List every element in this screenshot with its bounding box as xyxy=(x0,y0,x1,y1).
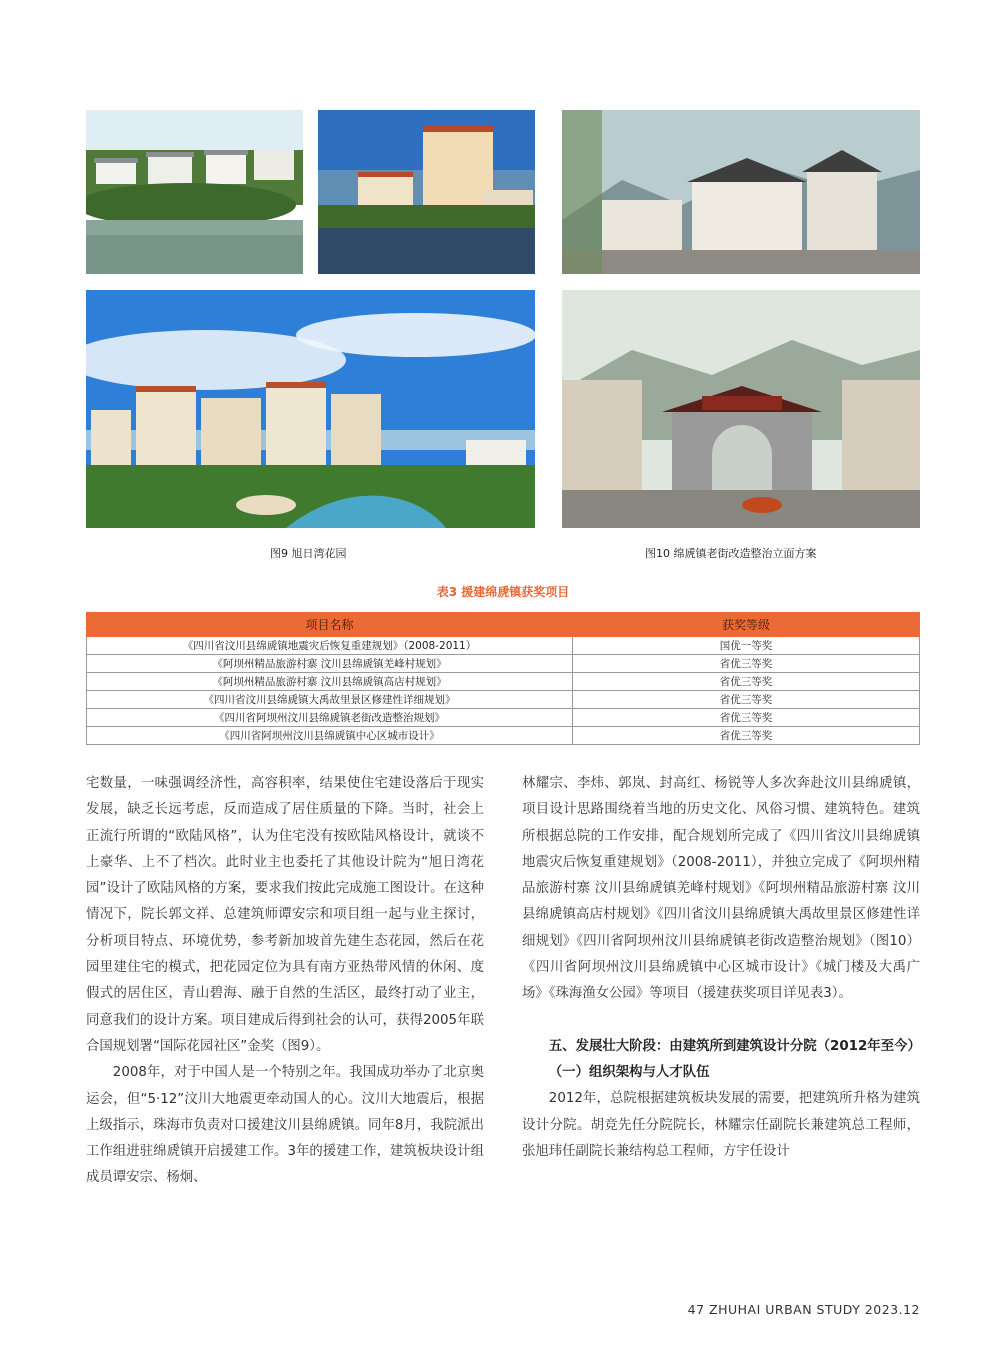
photo-city-gate xyxy=(562,290,920,528)
left-paragraph-1: 宅数量，一味强调经济性，高容积率，结果使住宅建设落后于现实发展，缺乏长远考虑，反而造成了居住质量的下降。当时，社会上正流行所谓的“欧陆风格”，认为住宅没有按欧陆风格设计，就谈不上豪华、上不了档次。此时业主也委托了其他设计院为“旭日湾花园”设计了欧陆风格的方案，要求我们按此完成施工图设计。在这种情况下，院长郭文祥、总建筑师谭安宗和项目组一起与业主探讨，分析项目特点、环境优势，参考新加坡首先建生态花园，然后在花园里建住宅的模式，把花园定位为具有南方亚热带风情的休闲、度假式的居住区，青山碧海、融于自然的生活区，最终打动了业主，同意我们的设计方案。项目建成后得到社会的认可，获得2005年联合国规划署“国际花园社区”金奖（图9）。 xyxy=(86,776,484,1054)
table-row xyxy=(87,709,920,727)
table-cell-project: 《四川省阿坝州汶川县绵虒镇中心区城市设计》 xyxy=(87,727,573,745)
right-paragraph-1: 林耀宗、李炜、郭岚、封高红、杨锐等人多次奔赴汶川县绵虒镇，项目设计思路围绕着当地的历史文化、风俗习惯、建筑特色。建筑所根据总院的工作安排，配合规划所完成了《四川省汶川县绵虒镇地震灾后恢复重建规划》（2008-2011），并独立完成了《阿坝州精品旅游村寨 汶川县绵虒镇羌峰村规划》《阿坝州精品旅游村寨 汶川县绵虒镇高店村规划》《四川省汶川县绵虒镇大禹故里景区修建性详细规划》《四川省阿坝州汶川县绵虒镇老街改造整治规划》（图10）《四川省阿坝州汶川县绵虒镇中心区城市设计》《城门楼及大禹广场》《珠海渔女公园》等项目（援建获奖项目详见表3）。 xyxy=(522,776,920,1002)
table-cell-project: 《阿坝州精品旅游村寨 汶川县绵虒镇羌峰村规划》 xyxy=(87,655,573,673)
table-title: 表3 援建绵虒镇获奖项目 xyxy=(436,585,570,599)
awards-table xyxy=(86,612,920,745)
table-cell-award: 省优三等奖 xyxy=(573,691,920,709)
section-heading: 五、发展壮大阶段：由建筑所到建筑设计分院（2012年至今） xyxy=(548,1038,921,1054)
table-row xyxy=(87,727,920,745)
subsection-heading: （一）组织架构与人才队伍 xyxy=(548,1064,710,1080)
table-header-award: 获奖等级 xyxy=(573,613,920,637)
left-column xyxy=(86,771,484,1192)
table-cell-project: 《阿坝州精品旅游村寨 汶川县绵虒镇高店村规划》 xyxy=(87,673,573,691)
figure-9-caption: 图9 旭日湾花园 xyxy=(270,547,347,560)
table-cell-award: 省优三等奖 xyxy=(573,709,920,727)
table-row xyxy=(87,673,920,691)
table-cell-project: 《四川省汶川县绵虒镇大禹故里景区修建性详细规划》 xyxy=(87,691,573,709)
left-paragraph-2: 2008年，对于中国人是一个特别之年。我国成功举办了北京奥运会，但“5·12”汶川大地震更牵动国人的心。汶川大地震后，根据上级指示，珠海市负责对口援建汶川县绵虒镇。同年8月，我院派出工作组进驻绵虒镇开启援建工作。3年的援建工作，建筑板块设计组成员谭安宗、杨炯、 xyxy=(86,1065,484,1186)
table-cell-award: 省优三等奖 xyxy=(573,727,920,745)
table-cell-award: 省优三等奖 xyxy=(573,673,920,691)
table-row xyxy=(87,655,920,673)
table-cell-project: 《四川省阿坝州汶川县绵虒镇老街改造整治规划》 xyxy=(87,709,573,727)
spacer xyxy=(522,1008,920,1034)
photo-xuriwan-garden xyxy=(86,290,535,528)
photo-highrise-lake xyxy=(318,110,535,274)
photo-villas-lake xyxy=(86,110,303,274)
table-header-project: 项目名称 xyxy=(87,613,573,637)
page-footer: 47 ZHUHAI URBAN STUDY 2023.12 xyxy=(687,1302,920,1317)
table-header-row xyxy=(87,613,920,637)
table-cell-award: 国优一等奖 xyxy=(573,637,920,655)
table-cell-award: 省优三等奖 xyxy=(573,655,920,673)
figure-10-caption: 图10 绵虒镇老街改造整治立面方案 xyxy=(645,547,817,560)
photo-old-street-facade xyxy=(562,110,920,274)
table-cell-project: 《四川省汶川县绵虒镇地震灾后恢复重建规划》（2008-2011） xyxy=(87,637,573,655)
table-row xyxy=(87,637,920,655)
table-row xyxy=(87,691,920,709)
right-column xyxy=(522,771,920,1165)
right-paragraph-2: 2012年，总院根据建筑板块发展的需要，把建筑所升格为建筑设计分院。胡竞先任分院院长，林耀宗任副院长兼建筑总工程师，张旭玮任副院长兼结构总工程师，方宇任设计 xyxy=(522,1091,920,1159)
